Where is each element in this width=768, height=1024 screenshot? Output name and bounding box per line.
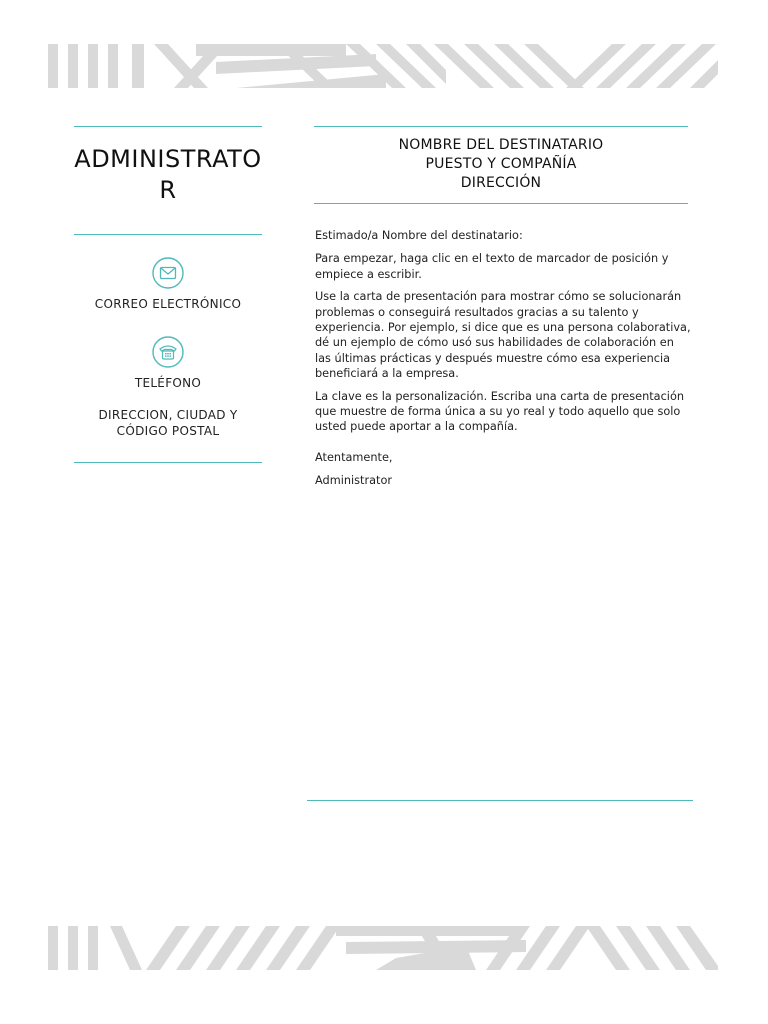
recipient-block: [314, 136, 688, 193]
left-name-rule: [74, 234, 262, 235]
right-top-rule: [314, 126, 688, 127]
letter-body: [315, 228, 691, 496]
signature: Administrator: [315, 473, 393, 487]
envelope-icon: [152, 257, 184, 289]
salutation: Estimado/a Nombre del destinatario:: [315, 229, 523, 242]
paragraph-2: Use la carta de presentación para mostrar cómo se solucionarán problemas o conseguirá resultados gracias a su talento y experiencia. Por ejemplo, si dice que es una persona colaborativa, dé un ejemplo de cómo usó sus habilidades de colaboración en las últimas prácticas y después muestre cómo esa experiencia beneficiará a la empresa.: [315, 290, 691, 380]
recipient-bottom-rule: [314, 203, 688, 204]
paragraph-1: Para empezar, haga clic en el texto de marcador de posición y empiece a escribir.: [315, 252, 669, 281]
stripe-pattern-top: [46, 44, 718, 88]
stripe-pattern-bottom: [46, 926, 718, 970]
sender-name: ADMINISTRATOR: [74, 145, 262, 204]
recipient-name: NOMBRE DEL DESTINATARIO: [398, 137, 604, 153]
recipient-position-company: PUESTO Y COMPAÑÍA: [425, 156, 577, 172]
email-label: CORREO ELECTRÓNICO: [94, 297, 242, 311]
closing: Atentamente,: [315, 450, 393, 464]
telephone-icon: [152, 336, 184, 368]
paragraph-3: La clave es la personalización. Escriba una carta de presentación que muestre de forma única a su yo real y todo aquello que solo usted puede aportar a la compañía.: [315, 389, 685, 434]
left-top-rule: [74, 126, 262, 127]
recipient-address: DIRECCIÓN: [460, 175, 542, 191]
left-bottom-rule: [74, 462, 262, 463]
bottom-decorative-band: [46, 926, 718, 970]
top-decorative-band: [46, 44, 718, 88]
address-label: DIRECCION, CIUDAD Y CÓDIGO POSTAL: [98, 408, 238, 438]
footer-rule: [307, 800, 693, 801]
phone-label: TELÉFONO: [134, 376, 202, 390]
